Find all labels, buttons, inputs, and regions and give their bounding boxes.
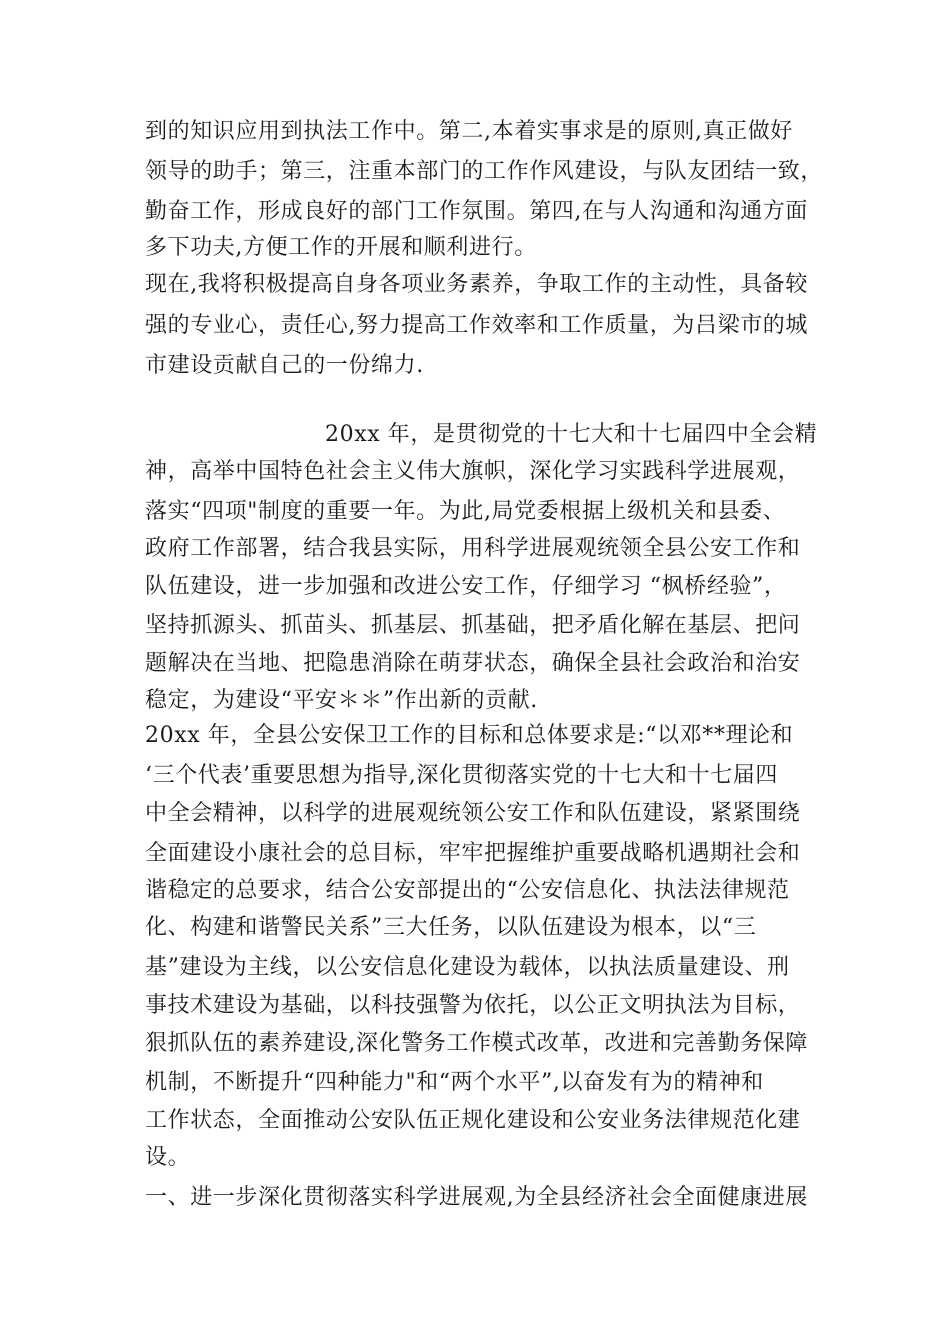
paragraph-4-line-7: 基”建设为主线，以公安信息化建设为载体，以执法质量建设、刑 [145, 955, 790, 980]
paragraph-1-line-4: 多下功夫,方便工作的开展和顺利进行。 [145, 235, 537, 260]
paragraph-3-line-8: 稳定，为建设“平安＊＊”作出新的贡献. [145, 688, 538, 713]
paragraph-4-line-4: 全面建设小康社会的总目标，牢牢把握维护重要战略机遇期社会和 [145, 841, 801, 866]
paragraph-3-line-7: 题解决在当地、把隐患消除在萌芽状态，确保全县社会政治和治安 [145, 651, 801, 676]
paragraph-3-line-1: 20xx 年，是贯彻党的十七大和十七届四中全会精 [325, 422, 818, 447]
paragraph-1-line-2: 领导的助手；第三，注重本部门的工作作风建设，与队友团结一致， [145, 159, 824, 184]
paragraph-3-line-2: 神，高举中国特色社会主义伟大旗帜，深化学习实践科学进展观， [145, 459, 801, 484]
paragraph-3-line-6: 坚持抓源头、抓苗头、抓基层、抓基础，把矛盾化解在基层、把问 [145, 613, 801, 638]
paragraph-2-line-3: 市建设贡献自己的一份绵力. [145, 353, 424, 378]
paragraph-1-line-3: 勤奋工作，形成良好的部门工作氛围。第四,在与人沟通和沟通方面 [145, 199, 808, 224]
paragraph-4-line-9: 狠抓队伍的素养建设,深化警务工作模式改革，改进和完善勤务保障 [145, 1031, 808, 1056]
paragraph-4-line-5: 谐稳定的总要求，结合公安部提出的“公安信息化、执法法律规范 [145, 878, 790, 903]
paragraph-5-line-1: 一、进一步深化贯彻落实科学进展观,为全县经济社会全面健康进展 [145, 1185, 808, 1210]
paragraph-2-line-2: 强的专业心，责任心,努力提高工作效率和工作质量，为吕梁市的城 [145, 313, 808, 338]
paragraph-4-line-3: 中全会精神，以科学的进展观统领公安工作和队伍建设，紧紧围绕 [145, 801, 801, 826]
paragraph-3-line-4: 政府工作部署，结合我县实际，用科学进展观统领全县公安工作和 [145, 536, 801, 561]
paragraph-1-line-1: 到的知识应用到执法工作中。第二,本着实事求是的原则,真正做好 [145, 119, 793, 144]
paragraph-4-line-8: 事技术建设为基础，以科技强警为依托，以公正文明执法为目标， [145, 993, 801, 1018]
paragraph-4-line-11: 工作状态，全面推动公安队伍正规化建设和公安业务法律规范化建 [145, 1108, 801, 1133]
paragraph-4-line-1: 20xx 年，全县公安保卫工作的目标和总体要求是:“以邓**理论和 [145, 723, 794, 748]
paragraph-3-line-5: 队伍建设，进一步加强和改进公安工作，仔细学习 “枫桥经验”， [145, 574, 787, 599]
paragraph-2-line-1: 现在,我将积极提高自身各项业务素养，争取工作的主动性，具备较 [145, 272, 808, 297]
paragraph-4-line-12: 设。 [145, 1145, 191, 1170]
paragraph-3-line-3: 落实“四项"制度的重要一年。为此,局党委根据上级机关和县委、 [145, 499, 786, 524]
paragraph-4-line-10: 机制，不断提升“四种能力"和“两个水平”,以奋发有为的精神和 [145, 1070, 764, 1095]
paragraph-4-line-2: ‘三个代表’重要思想为指导,深化贯彻落实党的十七大和十七届四 [145, 763, 778, 788]
paragraph-4-line-6: 化、构建和谐警民关系”三大任务，以队伍建设为根本，以“三 [145, 915, 757, 940]
